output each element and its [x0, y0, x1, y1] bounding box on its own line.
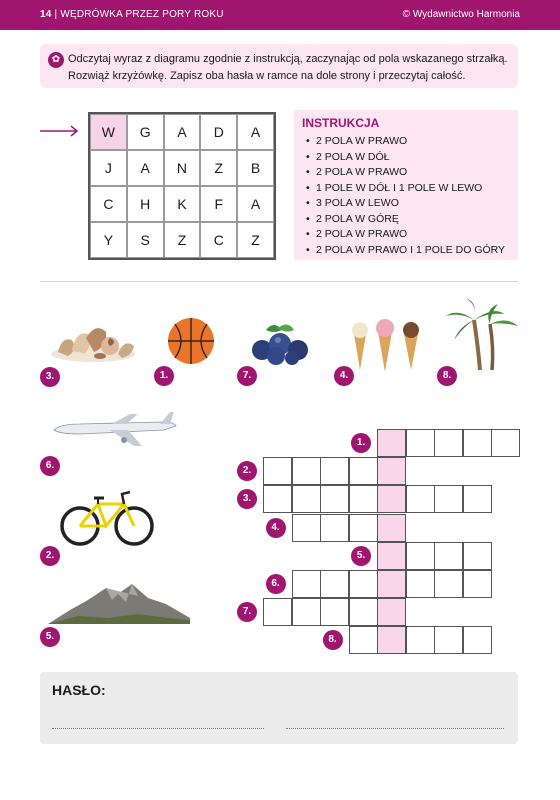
task-text-line2: Rozwiąż krzyżówkę. Zapisz oba hasła w ramce na dole strony i przeczytaj całość. [68, 70, 466, 82]
mountains-icon [48, 580, 190, 624]
crossword-cell[interactable] [292, 485, 321, 513]
grid-cell: J [90, 150, 127, 186]
section-divider [40, 281, 518, 282]
crossword-number-badge: 5. [351, 546, 371, 566]
instruction-list [302, 134, 510, 258]
picture-number-badge: 6. [40, 456, 60, 476]
crossword-number-badge: 1. [351, 433, 371, 453]
crossword-cell[interactable] [491, 429, 520, 457]
crossword-number-badge: 6. [266, 574, 286, 594]
answer-line-2[interactable] [286, 728, 504, 729]
grid-cell: Z [237, 222, 274, 258]
page-header [0, 0, 560, 30]
grid-cell: S [127, 222, 164, 258]
answer-box [40, 672, 518, 744]
crossword-key-cell[interactable] [377, 514, 406, 542]
bicycle-icon [60, 486, 154, 548]
crossword-number-badge: 3. [237, 489, 257, 509]
crossword-cell[interactable] [349, 626, 378, 654]
crossword-cell[interactable] [434, 485, 463, 513]
grid-cell: A [237, 186, 274, 222]
crossword-cell[interactable] [463, 570, 492, 598]
grid-cell: Z [200, 150, 237, 186]
instruction-step: • 2 POLA W DÓŁ [302, 150, 510, 166]
instruction-step: • 2 POLA W PRAWO [302, 227, 510, 243]
crossword-cell[interactable] [406, 429, 435, 457]
crossword-key-cell[interactable] [377, 485, 406, 513]
grid-cell: Y [90, 222, 127, 258]
grid-cell: Z [164, 222, 201, 258]
crossword-cell[interactable] [292, 457, 321, 485]
crossword-key-cell[interactable] [377, 429, 406, 457]
answer-line-1[interactable] [52, 728, 264, 729]
grid-cell: N [164, 150, 201, 186]
shells-icon [48, 316, 138, 364]
crossword-cell[interactable] [349, 598, 378, 626]
instruction-step: • 3 POLA W LEWO [302, 196, 510, 212]
palm-tree-icon [444, 296, 520, 372]
instruction-step: • 2 POLA W PRAWO I 1 POLE DO GÓRY [302, 243, 510, 259]
crossword-number-badge: 4. [266, 518, 286, 538]
arrow-right-icon [40, 125, 80, 137]
picture-number-badge: 1. [154, 366, 174, 386]
crossword-cell[interactable] [320, 485, 349, 513]
crossword-cell[interactable] [406, 626, 435, 654]
crossword-cell[interactable] [263, 485, 292, 513]
crossword-cell[interactable] [349, 570, 378, 598]
picture-number-badge: 8. [437, 366, 457, 386]
task-text-line1: Odczytaj wyraz z diagramu zgodnie z instrukcją, zaczynając od pola wskazanego strzałką. [68, 53, 508, 65]
crossword-cell[interactable] [349, 485, 378, 513]
ice-cream-icon [348, 316, 424, 372]
crossword-cell[interactable] [463, 485, 492, 513]
task-instruction-box [40, 44, 518, 88]
crossword-cell[interactable] [463, 626, 492, 654]
grid-cell: B [237, 150, 274, 186]
section-title: WĘDRÓWKA PRZEZ PORY ROKU [60, 9, 224, 20]
crossword-cell[interactable] [434, 542, 463, 570]
picture-number-badge: 4. [334, 366, 354, 386]
instruction-step: • 2 POLA W PRAWO [302, 165, 510, 181]
letter-grid [88, 112, 276, 260]
page-number: 14 [40, 9, 52, 20]
picture-number-badge: 7. [237, 366, 257, 386]
crossword-key-cell[interactable] [377, 626, 406, 654]
crossword-cell[interactable] [320, 514, 349, 542]
instruction-panel [294, 110, 518, 260]
crossword-key-cell[interactable] [377, 457, 406, 485]
crossword-cell[interactable] [406, 485, 435, 513]
picture-number-badge: 5. [40, 627, 60, 647]
airplane-icon [50, 410, 178, 450]
grid-cell: A [164, 114, 201, 150]
picture-number-badge: 2. [40, 546, 60, 566]
blueberries-icon [248, 320, 316, 366]
instruction-step: • 1 POLE W DÓŁ I 1 POLE W LEWO [302, 181, 510, 197]
crossword-number-badge: 7. [237, 602, 257, 622]
crossword-key-cell[interactable] [377, 542, 406, 570]
crossword-cell[interactable] [463, 429, 492, 457]
crossword-cell[interactable] [263, 457, 292, 485]
crossword-cell[interactable] [406, 542, 435, 570]
header-left [40, 9, 224, 20]
grid-cell: C [200, 222, 237, 258]
grid-cell: D [200, 114, 237, 150]
crossword-cell[interactable] [320, 570, 349, 598]
crossword-cell[interactable] [349, 514, 378, 542]
crossword-cell[interactable] [320, 598, 349, 626]
grid-cell: A [127, 150, 164, 186]
crossword-number-badge: 2. [237, 461, 257, 481]
crossword-cell[interactable] [406, 570, 435, 598]
flower-icon: ✿ [48, 52, 64, 68]
grid-cell: F [200, 186, 237, 222]
crossword-cell[interactable] [434, 429, 463, 457]
grid-cell: H [127, 186, 164, 222]
grid-cell: W [90, 114, 127, 150]
header-separator: | [54, 9, 58, 20]
crossword-cell[interactable] [263, 598, 292, 626]
crossword-key-cell[interactable] [377, 570, 406, 598]
grid-cell: G [127, 114, 164, 150]
instruction-step: • 2 POLA W GÓRĘ [302, 212, 510, 228]
basketball-icon [166, 316, 216, 366]
instruction-title: INSTRUKCJA [302, 116, 380, 130]
crossword-number-badge: 8. [323, 630, 343, 650]
publisher-credit: © Wydawnictwo Harmonia [402, 9, 520, 20]
crossword-cell[interactable] [434, 570, 463, 598]
grid-cell: A [237, 114, 274, 150]
crossword-cell[interactable] [292, 570, 321, 598]
answer-label: HASŁO: [52, 682, 106, 698]
grid-cell: K [164, 186, 201, 222]
crossword-cell[interactable] [463, 542, 492, 570]
crossword-key-cell[interactable] [377, 598, 406, 626]
crossword-cell[interactable] [434, 626, 463, 654]
instruction-step: • 2 POLA W PRAWO [302, 134, 510, 150]
crossword-cell[interactable] [320, 457, 349, 485]
crossword-cell[interactable] [292, 514, 321, 542]
grid-cell: C [90, 186, 127, 222]
crossword-cell[interactable] [292, 598, 321, 626]
crossword-cell[interactable] [349, 457, 378, 485]
picture-number-badge: 3. [40, 367, 60, 387]
